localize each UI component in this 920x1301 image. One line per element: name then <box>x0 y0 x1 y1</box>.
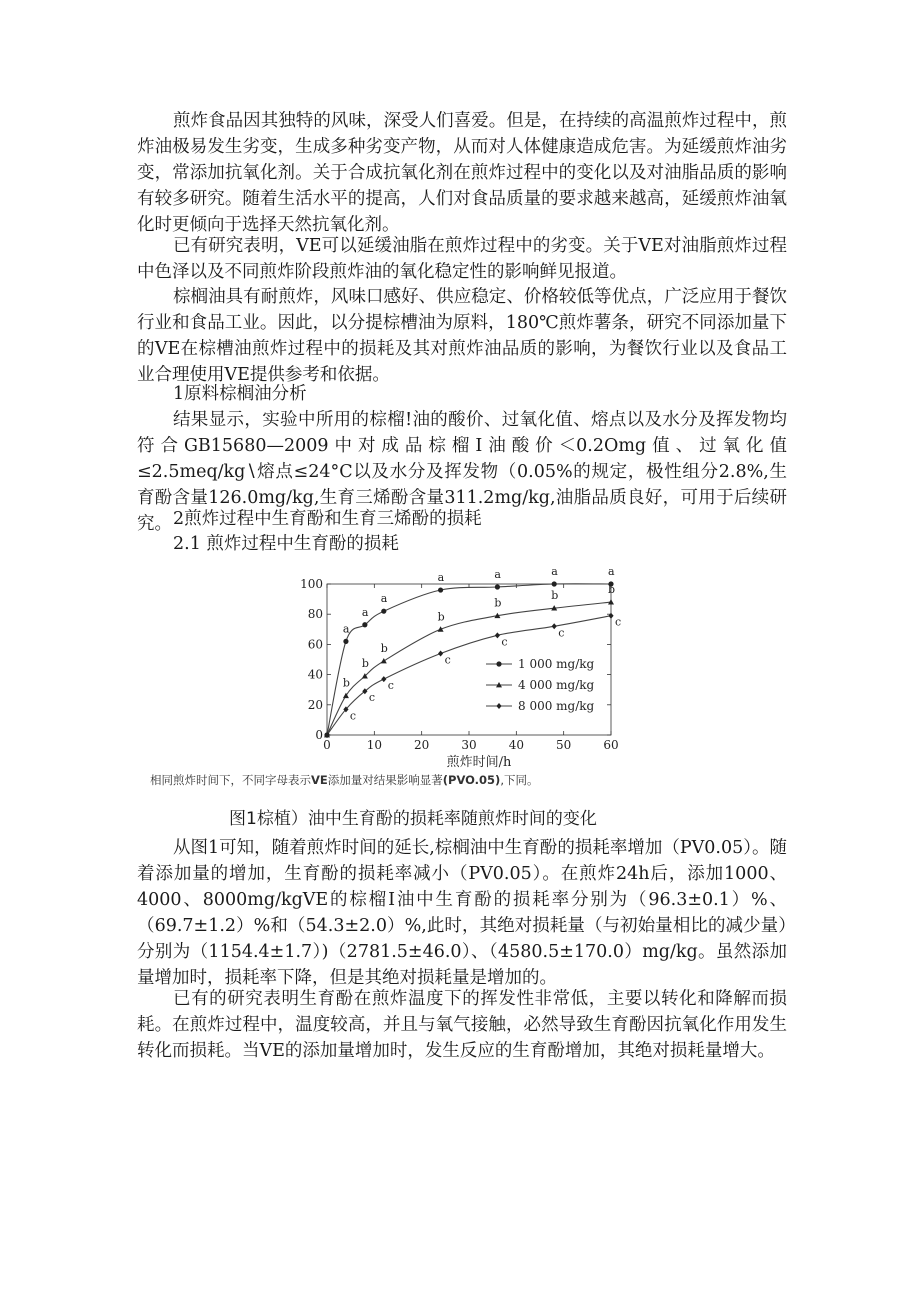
significance-letter: b <box>380 642 388 656</box>
x-tick-label: 10 <box>366 738 382 752</box>
significance-letter: b <box>494 596 502 610</box>
section-heading-2: 2煎炸过程中生育酚和生育三烯酚的损耗 <box>173 509 482 529</box>
x-tick-label: 40 <box>508 738 524 752</box>
legend-label: 8 000 mg/kg <box>518 699 595 713</box>
significance-letter: a <box>437 571 445 585</box>
significance-letter: b <box>608 583 616 597</box>
figure-note: 相同煎炸时间下，不同字母表示VE添加量对结果影响显著(PVO.05),下同。 <box>150 773 539 787</box>
significance-letter: a <box>551 565 558 578</box>
significance-letter: c <box>615 615 622 629</box>
significance-letter: a <box>380 592 388 606</box>
figure-caption: 图1棕植）油中生育酚的损耗率随煎炸时间的变化 <box>229 809 597 829</box>
legend-label: 1 000 mg/kg <box>518 657 595 671</box>
significance-letter: c <box>349 709 357 723</box>
paragraph-raw-material: 结果显示，实验中所用的棕榴!油的酸价、过氧化值、熔点以及水分及挥发物均符合GB15680—2009中对成品棕榴I油酸价＜0.2Omg值、过氧化值≤2.5meq∕kg∖熔点≤24°C以及水分及挥发物（0.05%的规定，极性组分2.8%,生育酚含量126.0mg∕kg,生育三烯酚含量311.2mg∕kg,油脂品质良好，可用于后续研究。 <box>137 410 787 534</box>
significance-letter: b <box>551 589 559 603</box>
significance-letter: b <box>342 676 350 690</box>
significance-letter: b <box>361 657 369 671</box>
data-point-3 <box>608 613 613 619</box>
y-tick-label: 40 <box>307 667 323 682</box>
data-point-3 <box>438 650 443 656</box>
x-tick-label: 20 <box>414 738 430 752</box>
significance-letter: c <box>387 679 394 693</box>
significance-letter: a <box>361 605 369 619</box>
paragraph-intro-3: 棕榈油具有耐煎炸，风味口感好、供应稳定、价格较低等优点，广泛应用于餐饮行业和食品工业。因此，以分提棕槽油为原料，180℃煎炸薯条，研究不同添加量下的VE在棕槽油煎炸过程中的损耗及其对煎炸油品质的影响，为餐饮行业以及食品工业合理使用VE提供参考和依据。 <box>137 287 787 385</box>
x-tick-label: 0 <box>323 738 331 752</box>
significance-letter: c <box>444 653 451 667</box>
significance-letter: c <box>368 691 376 705</box>
paragraph-intro-2: 已有研究表明，VE可以延缓油脂在煎炸过程中的劣变。关于VE对油脂煎炸过程中色泽以及不同煎炸阶段煎炸油的氧化稳定性的影响鲜见报道。 <box>137 236 787 282</box>
data-point-3 <box>552 623 557 629</box>
chart-legend <box>486 657 595 713</box>
y-tick-label: 60 <box>307 637 323 652</box>
data-point-1 <box>495 584 500 589</box>
data-point-3 <box>495 632 500 638</box>
paragraph-discussion: 已有的研究表明生育酚在煎炸温度下的挥发性非常低，主要以转化和降解而损耗。在煎炸过程中，温度较高，并且与氧气接触，必然导致生育酚因抗氧化作用发生转化而损耗。当VE的添加量增加时，发生反应的生育酚增加，其绝对损耗量增大。 <box>137 989 787 1061</box>
y-tick-label: 80 <box>307 607 323 622</box>
y-tick-label: 100 <box>300 577 323 591</box>
significance-letter: c <box>558 626 565 640</box>
x-tick-label: 60 <box>603 738 619 752</box>
legend-label: 4 000 mg/kg <box>518 678 595 692</box>
section-heading-2-1: 2.1 煎炸过程中生育酚的损耗 <box>173 534 399 554</box>
x-axis-label: 煎炸时间/h <box>446 755 512 770</box>
data-point-1 <box>343 639 348 644</box>
y-tick-label: 0 <box>315 728 323 742</box>
significance-letter: a <box>494 568 501 582</box>
data-point-3 <box>381 676 386 682</box>
legend-marker <box>496 661 501 666</box>
x-tick-label: 50 <box>556 738 572 752</box>
paragraph-intro-1: 煎炸食品因其独特的风味，深受人们喜爱。但是，在持续的高温煎炸过程中，煎炸油极易发生劣变，生成多种劣变产物，从而对人体健康造成危害。为延缓煎炸油劣变，常添加抗氧化剂。关于合成抗氧化剂在煎炸过程中的变化以及对油脂品质的影响有较多研究。随着生活水平的提高，人们对食品质量的要求越来越高，延缓煎炸油氧化时更倾向于选择天然抗氧化剂。 <box>137 111 787 235</box>
section-heading-1: 1原料棕榈油分析 <box>173 384 307 404</box>
data-point-1 <box>381 609 386 614</box>
data-point-2 <box>381 658 387 663</box>
tocopherol-loss-chart <box>300 565 622 770</box>
paragraph-results: 从图1可知，随着煎炸时间的延长,棕榈油中生育酚的损耗率增加（PV0.05）。随着添加量的增加，生育酚的损耗率减小（PV0.05）。在煎炸24h后，添加1000、4000、8000mg∕kgVE的棕榴I油中生育酚的损耗率分别为（96.3±0.1）%、（69.7±1.2）%和（54.3±2.0）%,此时，其绝对损耗量（与初始量相比的减少量）分别为（1154.4±1.7）)（2781.5±46.0）、（4580.5±170.0）mg∕kg。虽然添加量增加时，损耗率下降，但是其绝对损耗量是增加的。 <box>137 838 787 988</box>
data-point-1 <box>552 581 557 586</box>
data-point-1 <box>438 587 443 592</box>
y-tick-label: 20 <box>307 697 323 712</box>
significance-letter: a <box>608 565 615 578</box>
x-tick-label: 30 <box>461 738 477 752</box>
series-line-3 <box>327 616 611 735</box>
legend-marker <box>496 703 501 709</box>
significance-letter: c <box>501 635 508 649</box>
significance-letter: a <box>342 622 350 636</box>
significance-letter: b <box>437 610 445 624</box>
data-point-1 <box>362 622 367 627</box>
